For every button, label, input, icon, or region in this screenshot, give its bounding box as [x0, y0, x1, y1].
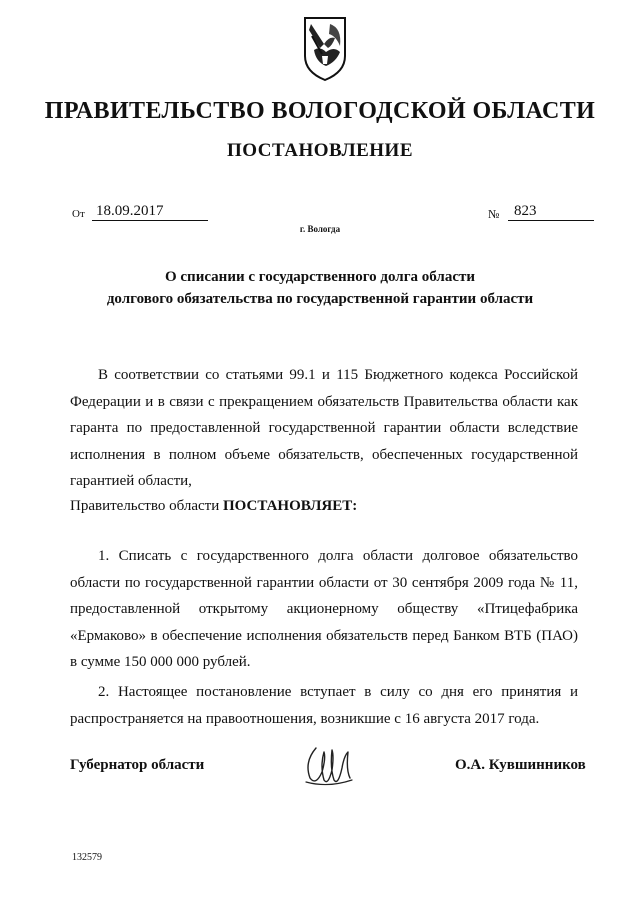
registration-number: 132579 — [72, 852, 102, 863]
number-prefix: № — [488, 207, 500, 221]
date-prefix: От — [72, 208, 85, 220]
resolve-paragraph — [70, 493, 578, 520]
resolve-prefix: Правительство области — [70, 498, 220, 514]
signatory-name: О.А. Кувшинников — [455, 757, 586, 773]
subject-line: О списании с государственного долга области — [164, 269, 475, 285]
preamble-paragraph: В соответствии со статьями 99.1 и 115 Бюджетного кодекса Российской Федерации и в связи с прекращением обязательств Правительства области как гаранта по предоставленной государственной гарантии области вследствие исполнения в полном объеме обязательств, обеспеченных государственной гарантией области, — [70, 367, 578, 489]
document-subject — [60, 266, 580, 310]
handwritten-signature — [302, 742, 354, 790]
document-date: 18.09.2017 — [92, 203, 208, 221]
resolution-item-1: 1. Списать с государственного долга области долговое обязательство области по государственной гарантии области от 30 сентября 2009 года № 11, предоставленной открытому акционерному обществу «Птицефабрика «Ермаково» в обеспечение исполнения обязательств перед Банком ВТБ (ПАО) в сумме 150 000 000 рублей. — [70, 548, 578, 670]
government-title: ПРАВИТЕЛЬСТВО ВОЛОГОДСКОЙ ОБЛАСТИ — [44, 98, 596, 124]
city: г. Вологда — [299, 224, 341, 234]
resolution-item-2: 2. Настоящее постановление вступает в силу со дня его принятия и распространяется на правоотношения, возникшие с 16 августа 2017 года. — [70, 684, 578, 727]
document-type: ПОСТАНОВЛЕНИЕ — [226, 140, 414, 161]
signatory-title: Губернатор области — [70, 757, 205, 773]
coat-of-arms-emblem — [302, 16, 348, 82]
resolve-word: ПОСТАНОВЛЯЕТ: — [222, 498, 358, 514]
document-number: 823 — [508, 203, 594, 221]
subject-line: долгового обязательства по государственной гарантии области — [106, 291, 534, 307]
